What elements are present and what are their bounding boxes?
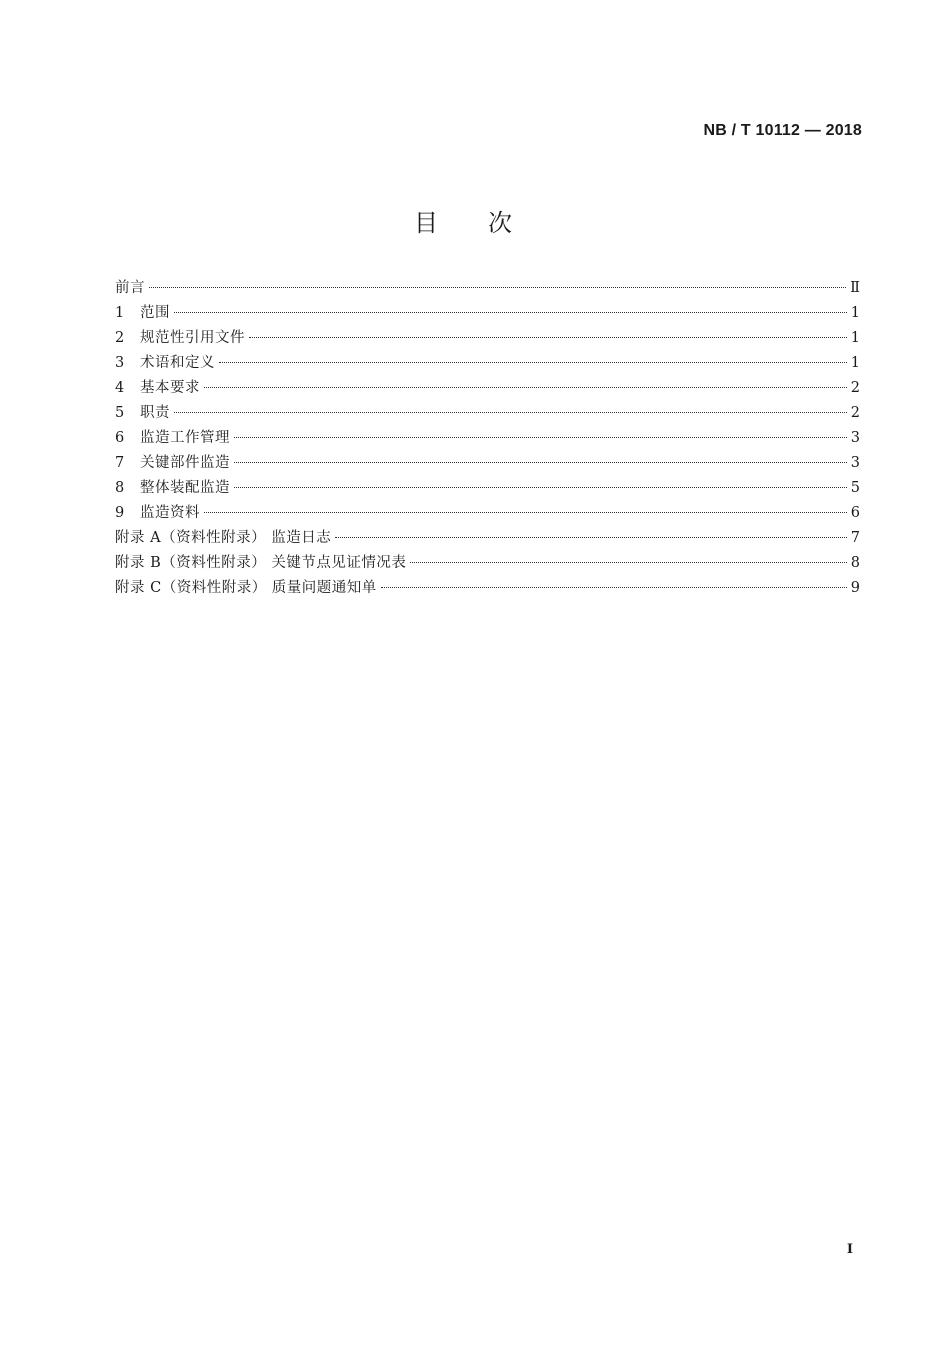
toc-entry-title: 附录 A（资料性附录） 监造日志 (115, 530, 332, 546)
toc-entry-number: 2 (115, 330, 125, 346)
toc-entry-title: 基本要求 (140, 380, 200, 396)
toc-leader-dots (219, 362, 847, 363)
table-of-contents (115, 276, 860, 601)
document-code: NB / T 10112 — 2018 (703, 122, 862, 139)
toc-entry-page: Ⅱ (850, 280, 860, 296)
toc-entry-title: 关键部件监造 (140, 455, 230, 471)
toc-entry-page: 1 (850, 305, 860, 321)
toc-entry-number: 9 (115, 505, 125, 521)
toc-entry-appendix-c[interactable] (115, 576, 860, 601)
toc-entry-page: 3 (850, 455, 860, 471)
toc-leader-dots (204, 387, 847, 388)
toc-entry-title: 职责 (140, 405, 170, 421)
toc-entry-appendix-b[interactable] (115, 551, 860, 576)
toc-entry-foreword[interactable] (115, 276, 860, 301)
toc-entry-title: 附录 C（资料性附录） 质量问题通知单 (115, 580, 377, 596)
toc-leader-dots (174, 412, 847, 413)
toc-entry-page: 5 (850, 480, 860, 496)
toc-entry-2[interactable] (115, 326, 860, 351)
toc-entry-number: 1 (115, 305, 125, 321)
toc-entry-title: 范围 (140, 305, 170, 321)
toc-entry-5[interactable] (115, 401, 860, 426)
toc-entry-title: 术语和定义 (140, 355, 215, 371)
toc-entry-7[interactable] (115, 451, 860, 476)
toc-entry-page: 7 (850, 530, 860, 546)
toc-entry-number: 7 (115, 455, 125, 471)
toc-entry-9[interactable] (115, 501, 860, 526)
page-title: 目次 (414, 209, 562, 237)
toc-leader-dots (410, 562, 846, 563)
toc-entry-title: 整体装配监造 (140, 480, 230, 496)
toc-entry-title: 前言 (115, 280, 145, 296)
toc-entry-page: 6 (850, 505, 860, 521)
toc-entry-page: 9 (850, 580, 860, 596)
toc-entry-number: 8 (115, 480, 125, 496)
toc-leader-dots (234, 462, 847, 463)
toc-entry-6[interactable] (115, 426, 860, 451)
toc-entry-number: 5 (115, 405, 125, 421)
toc-entry-number: 6 (115, 430, 125, 446)
toc-leader-dots (381, 587, 847, 588)
toc-entry-page: 1 (850, 330, 860, 346)
toc-leader-dots (149, 287, 846, 288)
toc-leader-dots (234, 487, 847, 488)
toc-entry-page: 2 (850, 405, 860, 421)
toc-entry-number: 4 (115, 380, 125, 396)
toc-entry-number: 3 (115, 355, 125, 371)
toc-entry-4[interactable] (115, 376, 860, 401)
toc-entry-page: 8 (850, 555, 860, 571)
toc-entry-page: 2 (850, 380, 860, 396)
toc-entry-title: 监造工作管理 (140, 430, 230, 446)
toc-entry-1[interactable] (115, 301, 860, 326)
toc-leader-dots (249, 337, 847, 338)
toc-entry-page: 1 (850, 355, 860, 371)
toc-entry-title: 规范性引用文件 (140, 330, 245, 346)
toc-entry-page: 3 (850, 430, 860, 446)
toc-leader-dots (174, 312, 847, 313)
toc-entry-3[interactable] (115, 351, 860, 376)
toc-leader-dots (204, 512, 847, 513)
toc-leader-dots (335, 537, 847, 538)
page-number: I (846, 1242, 853, 1257)
toc-entry-appendix-a[interactable] (115, 526, 860, 551)
toc-entry-title: 监造资料 (140, 505, 200, 521)
toc-leader-dots (234, 437, 847, 438)
toc-entry-8[interactable] (115, 476, 860, 501)
toc-entry-title: 附录 B（资料性附录） 关键节点见证情况表 (115, 555, 407, 571)
